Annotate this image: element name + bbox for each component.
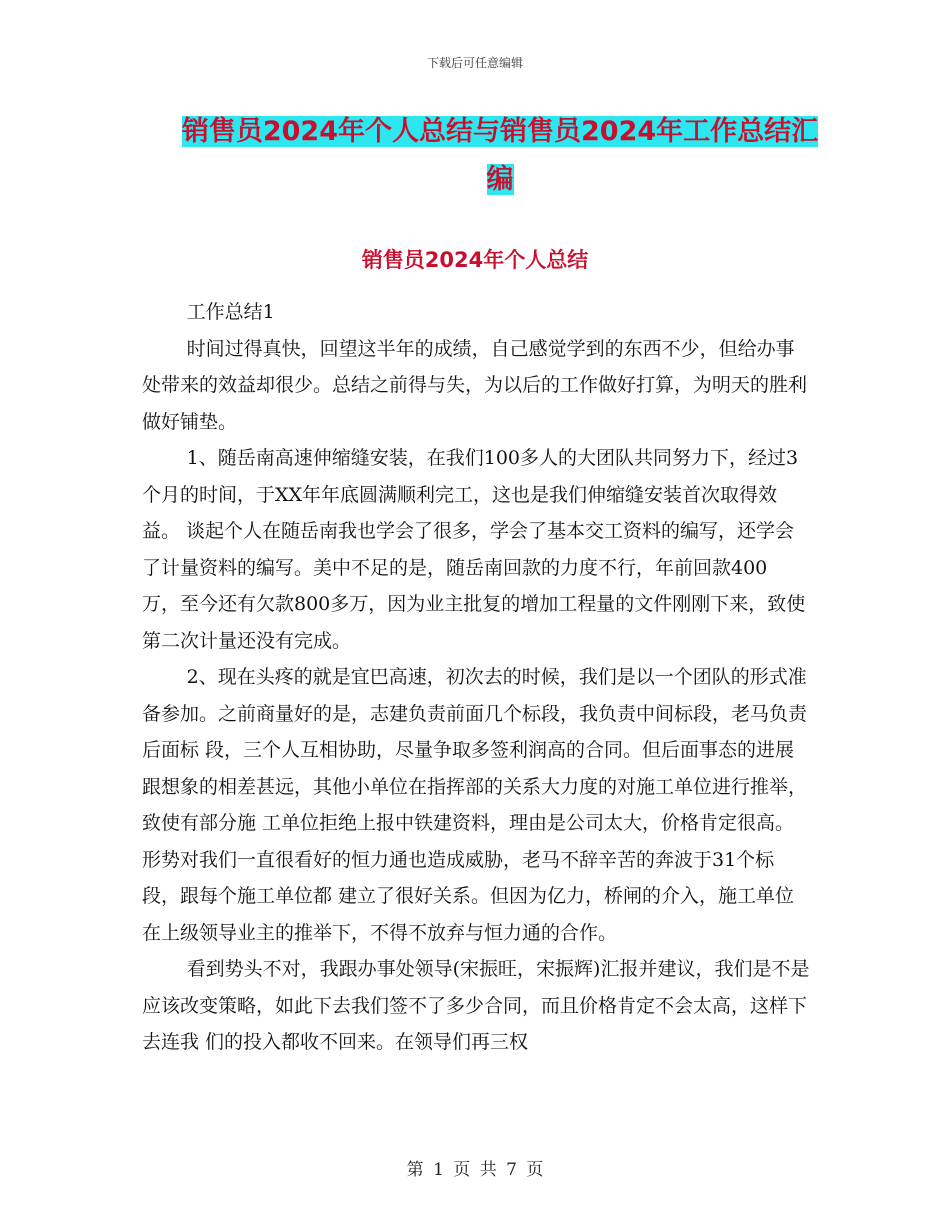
document-title [180, 108, 820, 204]
paragraph: 1、随岳南高速伸缩缝安装，在我们100多人的大团队共同努力下，经过3个月的时间，于XX年年底圆满顺利完工，这也是我们伸缩缝安装首次取得效益。 谈起个人在随岳南我也学会了很多，学会了基本交工资料的编写，还学会了计量资料的编写。美中不足的是，随岳南回款的力度不行，年前回款400 万，至今还有欠款800多万，因为业主批复的增加工程量的文件刚刚下来，致使第二次计量还没有完成。 [142, 447, 806, 652]
header-note: 下载后可任意编辑 [426, 56, 523, 70]
section-heading: 工作总结1 [186, 301, 275, 323]
paragraph: 看到势头不对，我跟办事处领导(宋振旺，宋振辉)汇报并建议，我们是不是应该改变策略，如此下去我们签不了多少合同，而且价格肯定不会太高，这样下去连我 们的投入都收不回来。在领导们再三权 [142, 958, 810, 1053]
section-title: 销售员2024年个人总结 [361, 248, 589, 272]
paragraph: 时间过得真快，回望这半年的成绩，自己感觉学到的东西不少，但给办事处带来的效益却很少。总结之前得与失，为以后的工作做好打算，为明天的胜利做好铺垫。 [142, 337, 808, 433]
body-text [142, 294, 810, 1061]
page-footer: 第 1 页 共 7 页 [406, 1160, 544, 1180]
document-title-line2: 编 [486, 164, 514, 195]
document-title-line1: 销售员2024年个人总结与销售员2024年工作总结汇 [181, 116, 819, 147]
paragraph: 2、现在头疼的就是宜巴高速，初次去的时候，我们是以一个团队的形式准备参加。之前商量好的是，志建负责前面几个标段，我负责中间标段，老马负责后面标 段，三个人互相协助，尽量争取多签利润高的合同。但后面事态的进展跟想象的相差甚远，其他小单位在指挥部的关系大力度的对施工单位进行推举，致使有部分施 工单位拒绝上报中铁建资料，理由是公司太大，价格肯定很高。形势对我们一直很看好的恒力通也造成威胁，老马不辞辛苦的奔波于31个标段，跟每个施工单位都 建立了很好关系。但因为亿力，桥闸的介入，施工单位在上级领导业主的推举下，不得不放弃与恒力通的合作。 [142, 666, 808, 944]
